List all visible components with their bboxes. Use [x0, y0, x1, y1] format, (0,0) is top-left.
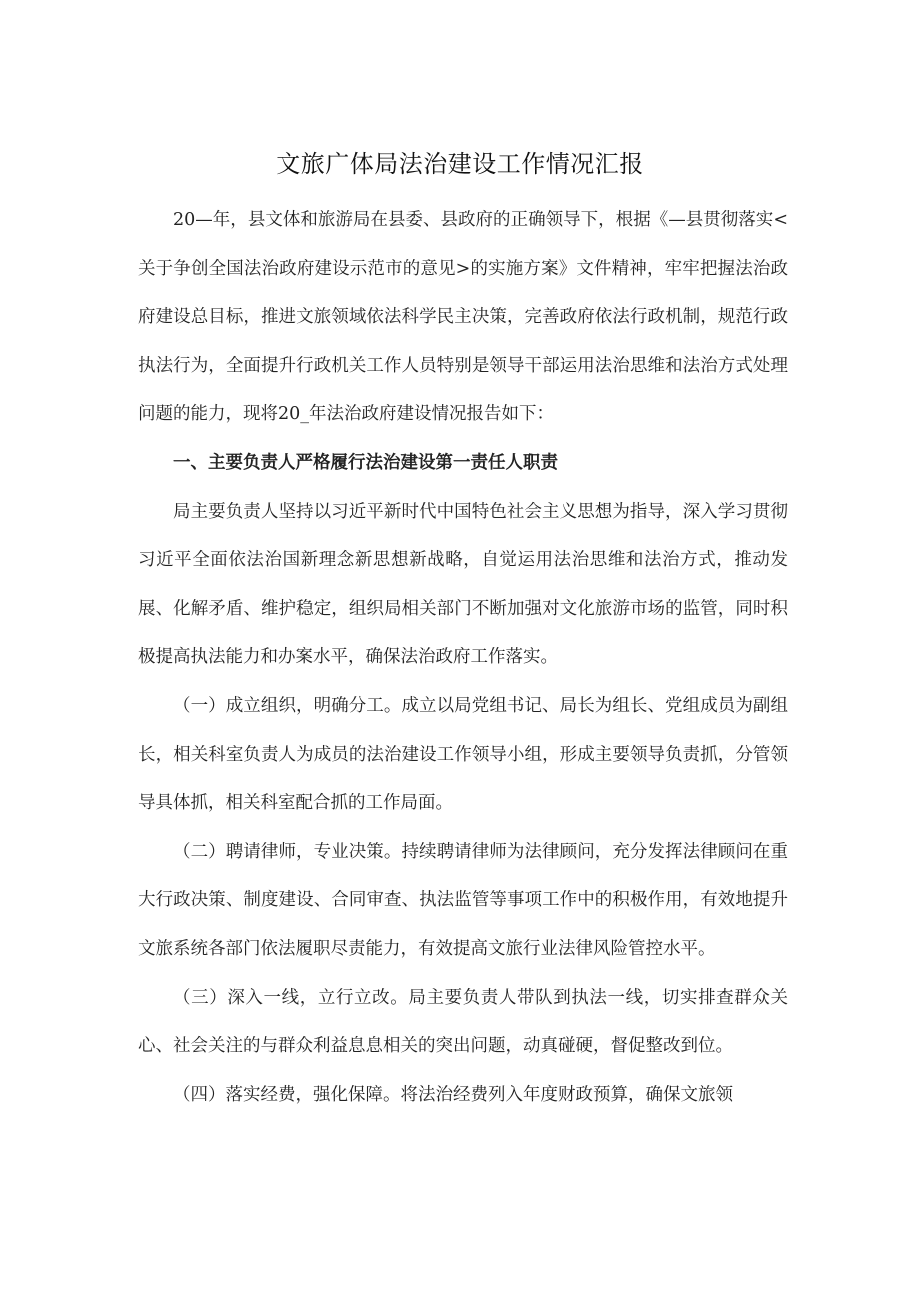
sub-item-2: （二）聘请律师，专业决策。持续聘请律师为法律顾问，充分发挥法律顾问在重大行政决策、制度建设、合同审查、执法监管等事项工作中的积极作用，有效地提升文旅系统各部门依法履职尽责能力，有效提高文旅行业法律风险管控水平。: [138, 841, 788, 959]
body-paragraph: 局主要负责人坚持以习近平新时代中国特色社会主义思想为指导，深入学习贯彻习近平全面依法治国新理念新思想新战略，自觉运用法治思维和法治方式，推动发展、化解矛盾、维护稳定，组织局相关部门不断加强对文化旅游市场的监管，同时积极提高执法能力和办案水平，确保法治政府工作落实。: [138, 501, 788, 668]
section-heading-1: 一、主要负责人严格履行法治建设第一责任人职责: [173, 452, 558, 473]
page-title: 文旅广体局法治建设工作情况汇报: [276, 150, 644, 178]
sub-item-1: （一）成立组织，明确分工。成立以局党组书记、局长为组长、党组成员为副组长，相关科室负责人为成员的法治建设工作领导小组，形成主要领导负责抓，分管领导具体抓，相关科室配合抓的工作局面。: [138, 695, 788, 814]
sub-item-4: （四）落实经费，强化保障。将法治经费列入年度财政预算，确保文旅领: [173, 1084, 733, 1105]
intro-paragraph: 20—年，县文体和旅游局在县委、县政府的正确领导下，根据《—县贯彻落实<关于争创全国法治政府建设示范市的意见>的实施方案》文件精神，牢牢把握法治政府建设总目标，推进文旅领域依法科学民主决策，完善政府依法行政机制，规范行政执法行为，全面提升行政机关工作人员特别是领导干部运用法治思维和法治方式处理问题的能力，现将20_年法治政府建设情况报告如下：: [138, 210, 788, 425]
sub-item-3: （三）深入一线，立行立改。局主要负责人带队到执法一线，切实排查群众关心、社会关注的与群众利益息息相关的突出问题，动真碰硬，督促整改到位。: [138, 987, 788, 1057]
document-body: [138, 196, 788, 1119]
